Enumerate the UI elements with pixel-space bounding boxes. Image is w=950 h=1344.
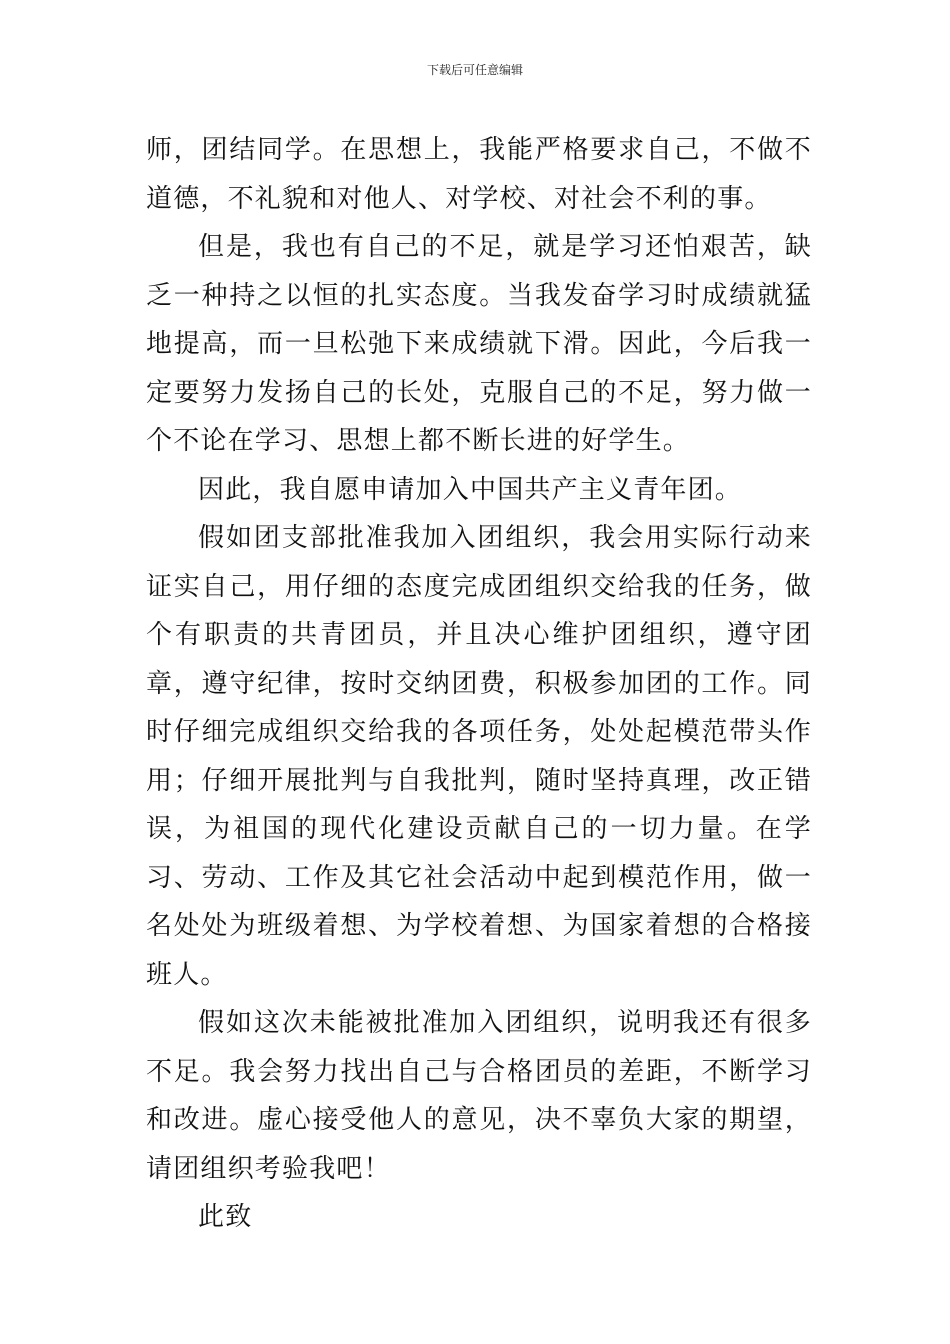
header-note: 下载后可任意编辑 bbox=[426, 63, 523, 77]
document-body bbox=[146, 126, 812, 1242]
paragraph-if-not-approved: 假如这次未能被批准加入团组织，说明我还有很多不足。我会努力找出自己与合格团员的差距，不断学习和改进。虚心接受他人的意见，决不辜负大家的期望，请团组织考验我吧！ bbox=[146, 1008, 812, 1184]
paragraph-closing: 此致 bbox=[198, 1202, 253, 1232]
paragraph-commitment: 假如团支部批准我加入团组织，我会用实际行动来证实自己，用仔细的态度完成团组织交给我的任务，做个有职责的共青团员，并且决心维护团组织，遵守团章，遵守纪律，按时交纳团费，积极参加团的工作。同时仔细完成组织交给我的各项任务，处处起模范带头作用；仔细开展批判与自我批判，随时坚持真理，改正错误，为祖国的现代化建设贡献自己的一切力量。在学习、劳动、工作及其它社会活动中起到模范作用，做一名处处为班级着想、为学校着想、为国家着想的合格接班人。 bbox=[146, 523, 812, 990]
paragraph-continuation: 师，团结同学。在思想上，我能严格要求自己，不做不道德，不礼貌和对他人、对学校、对社会不利的事。 bbox=[146, 135, 812, 214]
paragraph-shortcomings: 但是，我也有自己的不足，就是学习还怕艰苦，缺乏一种持之以恒的扎实态度。当我发奋学习时成绩就猛地提高，而一旦松弛下来成绩就下滑。因此，今后我一定要努力发扬自己的长处，克服自己的不足，努力做一个不论在学习、思想上都不断长进的好学生。 bbox=[146, 232, 812, 456]
paragraph-application: 因此，我自愿申请加入中国共产主义青年团。 bbox=[198, 474, 743, 505]
